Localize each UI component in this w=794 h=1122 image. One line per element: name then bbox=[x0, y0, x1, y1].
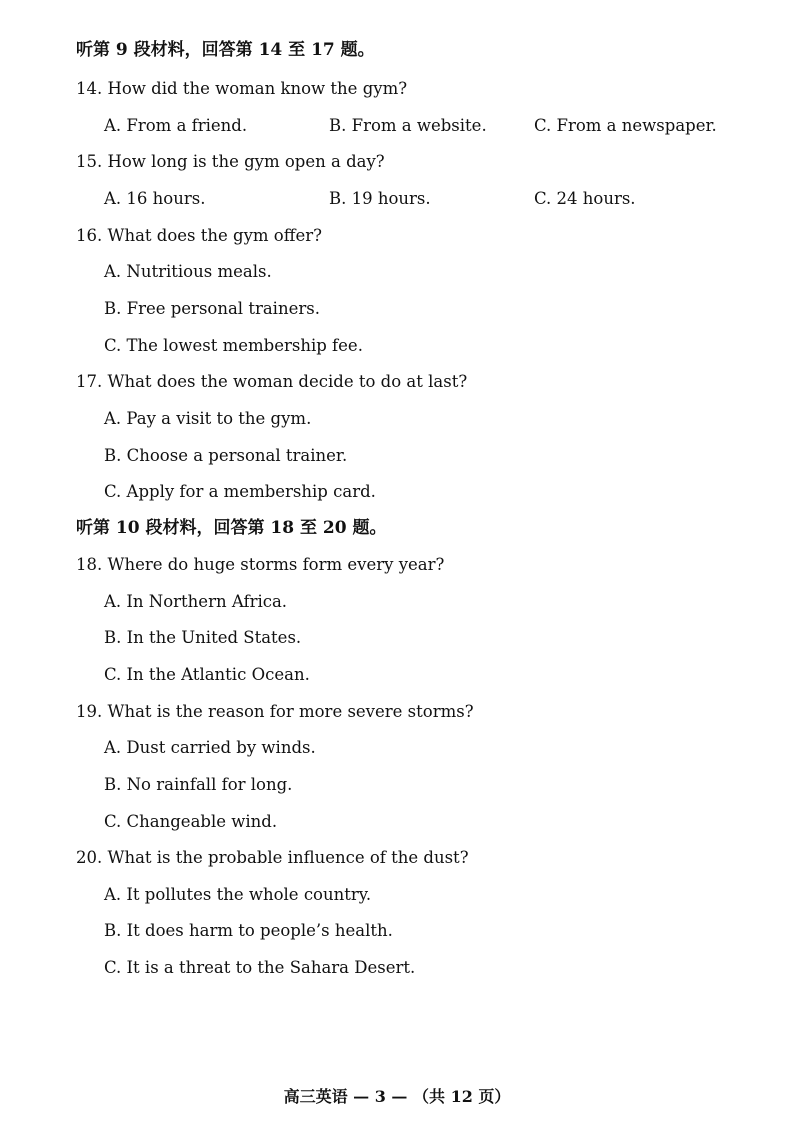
question-14-stem: 14. How did the woman know the gym? bbox=[76, 79, 408, 98]
question-16-stem: 16. What does the gym offer? bbox=[76, 226, 322, 245]
question-17-stem: 17. What does the woman decide to do at last? bbox=[76, 372, 468, 391]
question-14-option-a: A. From a friend. bbox=[104, 116, 248, 135]
question-15-option-b: B. 19 hours. bbox=[329, 189, 431, 208]
question-14-option-b: B. From a website. bbox=[329, 116, 487, 135]
question-19-option-c: C. Changeable wind. bbox=[104, 812, 278, 831]
question-20-stem: 20. What is the probable influence of the dust? bbox=[76, 848, 469, 867]
question-18-stem: 18. Where do huge storms form every year? bbox=[76, 555, 445, 574]
question-16-option-b: B. Free personal trainers. bbox=[104, 299, 320, 318]
question-16-option-a: A. Nutritious meals. bbox=[104, 262, 272, 281]
question-18-option-a: A. In Northern Africa. bbox=[104, 592, 288, 611]
question-19-option-a: A. Dust carried by winds. bbox=[104, 738, 316, 757]
question-15-option-c: C. 24 hours. bbox=[534, 189, 636, 208]
question-20-option-b: B. It does harm to people’s health. bbox=[104, 921, 393, 940]
question-16-option-c: C. The lowest membership fee. bbox=[104, 336, 363, 355]
question-18-option-b: B. In the United States. bbox=[104, 628, 302, 647]
page-footer: 高三英语 — 3 — （共 12 页） bbox=[283, 1087, 511, 1106]
question-15-option-a: A. 16 hours. bbox=[104, 189, 206, 208]
question-14-option-c: C. From a newspaper. bbox=[534, 116, 717, 135]
question-18-option-c: C. In the Atlantic Ocean. bbox=[104, 665, 310, 684]
question-19-stem: 19. What is the reason for more severe storms? bbox=[76, 702, 474, 721]
question-17-option-c: C. Apply for a membership card. bbox=[104, 482, 376, 501]
section-heading-9: 听第 9 段材料，回答第 14 至 17 题。 bbox=[76, 40, 375, 60]
section-heading-10: 听第 10 段材料，回答第 18 至 20 题。 bbox=[76, 518, 387, 538]
question-20-option-c: C. It is a threat to the Sahara Desert. bbox=[104, 958, 416, 977]
question-17-option-a: A. Pay a visit to the gym. bbox=[104, 409, 312, 428]
question-19-option-b: B. No rainfall for long. bbox=[104, 775, 293, 794]
question-15-stem: 15. How long is the gym open a day? bbox=[76, 152, 385, 171]
question-17-option-b: B. Choose a personal trainer. bbox=[104, 446, 348, 465]
question-20-option-a: A. It pollutes the whole country. bbox=[104, 885, 372, 904]
